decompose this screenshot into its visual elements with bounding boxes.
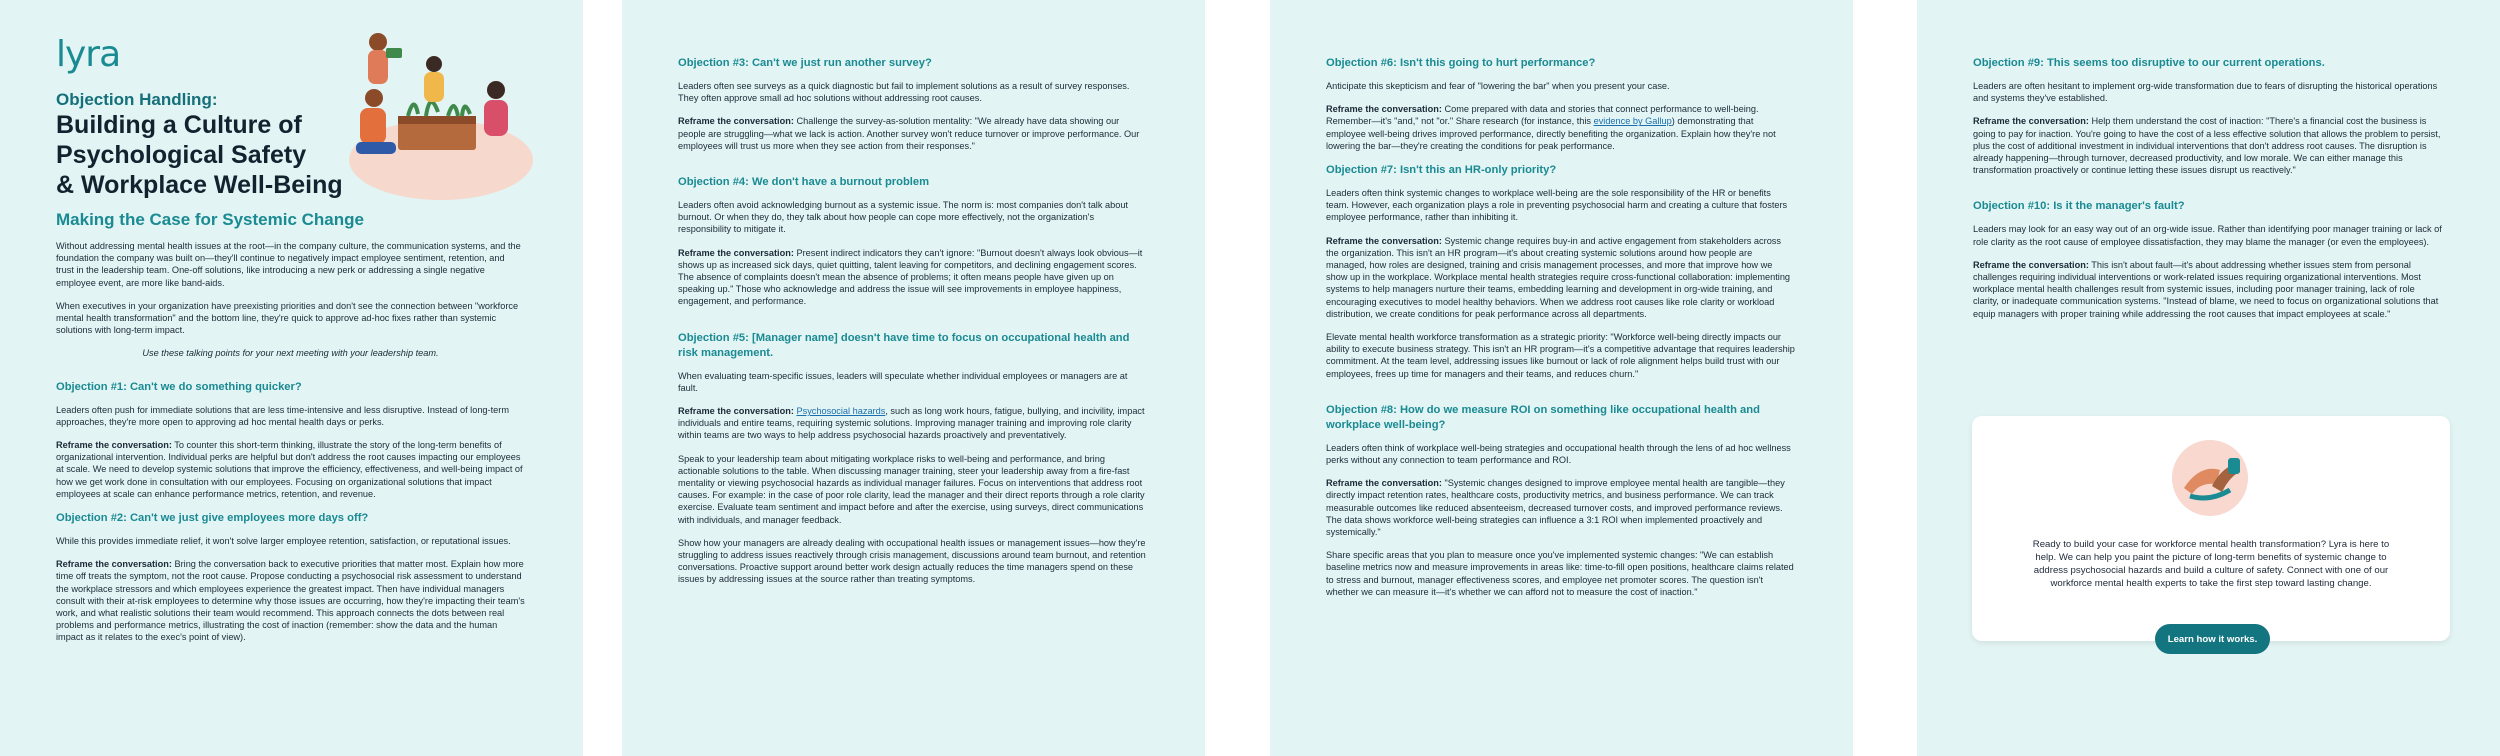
reframe-text: , such as long work hours, fatigue, bullying, and incivility, impact individuals and entire teams, requiring systemic solutions. Improving manager training and improving role clarity within teams are two ways to help address psychosocial hazards proactively and preventatively.: [678, 406, 1145, 441]
page-title: [56, 110, 356, 200]
reframe-label: Reframe the conversation:: [56, 559, 172, 570]
title-kicker: Objection Handling:: [56, 90, 218, 109]
objection-3-reframe: [678, 115, 1147, 152]
objection-1-description: Leaders often push for immediate solutions that are less time-intensive and less disruptive. Instead of long-term approaches, they're more open to approving ad hoc mental health days or perks.: [56, 404, 509, 427]
gardening-illustration: [336, 28, 536, 203]
reframe-label: Reframe the conversation:: [1973, 116, 2089, 127]
reframe-label: Reframe the conversation:: [678, 406, 794, 417]
page-4-body: [1973, 56, 2442, 331]
page-2-body: [678, 56, 1147, 597]
cta-card: [1972, 416, 2450, 645]
lyra-logo: lyra: [56, 34, 121, 75]
reframe-text: Bring the conversation back to executive priorities that matter most. Explain how more time off treats the symptom, not the root cause. Propose conducting a psychosocial risk assessment to understand the workplace stressors and which employees experience the greatest impact. Then have individual managers consult with their at-risk employees to determine why those issues are occurring, how they're impacting their team's work, and what realistic solutions their team would recommend. This approach connects the dots between real problems and performance metrics, illustrating the cost of inaction (remember: show the data and the human impact as it relates to the exec's point of view).: [56, 559, 525, 643]
objection-6-reframe: [1326, 103, 1795, 152]
psychosocial-hazards-link[interactable]: Psychosocial hazards: [796, 406, 886, 417]
title-line: Building a Culture of: [56, 111, 302, 139]
intro-paragraph: Without addressing mental health issues at the root—in the company culture, the communication systems, and the foundation the company was built on—they'll continue to negatively impact employee sentiment, retention, and trust in the leadership team. One-off solutions, like introducing a new perk or addressing a single negative employee event, are more like band-aids.: [56, 241, 521, 288]
objection-7-paragraph: Elevate mental health workforce transformation as a strategic priority: "Workforce well-being directly impacts our ability to execute business strategy. This isn't an HR program—it's a competitive advantage that requires leadership commitment. At the team level, addressing issues like burnout or lack of role alignment helps build trust with our employees, frees up time for managers and their teams, and reduces churn.": [1326, 332, 1795, 379]
objection-6-description: Anticipate this skepticism and fear of "lowering the bar" when you present your case.: [1326, 81, 1670, 91]
reframe-text: Help them understand the cost of inaction: "There's a financial cost the business is going to pay for inaction. You're going to have the cost of a less effective solution that allows the problem to persist, plus the cost of additional investment in individual interventions that don't address root causes. The disruption is already happening—through turnover, decreased productivity, and low morale. We can either manage this transformation proactively or continue letting these issues disrupt us reactively.": [1973, 116, 2441, 176]
page-1-body: [56, 210, 525, 655]
page-2: [622, 0, 1205, 756]
objection-9-title: Objection #9: This seems too disruptive to our current operations.: [1973, 57, 2325, 69]
objection-1-reframe: [56, 439, 525, 500]
title-line: & Workplace Well-Being: [56, 171, 343, 199]
objection-9-reframe: [1973, 115, 2442, 176]
reframe-label: Reframe the conversation:: [678, 247, 794, 258]
reframe-text: This isn't about fault—it's about addressing whether issues stem from personal challenges requiring individual interventions or work-related issues requiring organizational interventions. Most workplace mental health challenges result from systemic issues, including poor manager training, lack of role clarity, or inadequate communication systems. "Instead of blame, we need to focus on organizational solutions that equip managers with proper training while addressing the root causes that impact employees at scale.": [1973, 259, 2439, 319]
page-1: [0, 0, 583, 756]
objection-7-title: Objection #7: Isn't this an HR-only priority?: [1326, 164, 1557, 177]
page-3: [1270, 0, 1853, 756]
reframe-text: "Systemic changes designed to improve employee mental health are tangible—they directly impact retention rates, healthcare costs, productivity metrics, and business performance. We can track measurable outcomes like reduced absenteeism, decreased turnover costs, and improved performance reviews. The data shows workforce well-being strategies can influence a 3:1 ROI when implemented proactively and systemically.": [1326, 478, 1785, 538]
talking-points-note: Use these talking points for your next meeting with your leadership team.: [142, 348, 439, 359]
reframe-text: Present indirect indicators they can't ignore: "Burnout doesn't always look obvious—it shows up as increased sick days, quiet quitting, talent leaving for competitors, and declining engagement scores. The absence of complaints doesn't mean the absence of problems; it often means people have given up on speaking up." Those who acknowledge and address the issue will see improvements in employee happiness, engagement, and performance.: [678, 247, 1143, 307]
objection-6-title: Objection #6: Isn't this going to hurt performance?: [1326, 57, 1596, 69]
objection-1-title: Objection #1: Can't we do something quicker?: [56, 380, 302, 393]
hands-illustration: [2170, 438, 2250, 518]
gallup-evidence-link[interactable]: evidence by Gallup: [1593, 116, 1672, 127]
objection-3-description: Leaders often see surveys as a quick diagnostic but fail to implement solutions as a result of survey responses. They often approve small ad hoc solutions without addressing root causes.: [678, 81, 1130, 104]
objection-10-reframe: [1973, 259, 2442, 320]
objection-10-title: Objection #10: Is it the manager's fault?: [1973, 200, 2185, 213]
objection-2-title: Objection #2: Can't we just give employees more days off?: [56, 512, 369, 525]
objection-5-description: When evaluating team-specific issues, leaders will speculate whether individual employees or managers are at fault.: [678, 370, 1128, 393]
reframe-text: Systemic change requires buy-in and active engagement from stakeholders across the organization. This isn't an HR program—it's about creating systemic solutions around how people are managed, how roles are designed, training and crisis management processes, and more that improve how we show up in the workplace. Workplace mental health strategies require cross-functional collaboration: implementing systems to help managers nurture their teams, embedding learning and development in org-wide training, and encouraging executives to model healthy behaviors. When we address root causes like role clarity or workload distribution, we create conditions for peak performance across all departments.: [1326, 235, 1791, 319]
objection-7-reframe: [1326, 235, 1795, 320]
reframe-text: ) demonstrating that employee well-being drives improved performance, directly benefiting the organization. Explain how they're not lowering the bar—they're creating the conditions for peak performance.: [1326, 116, 1776, 151]
objection-2-reframe: [56, 558, 525, 643]
objection-8-reframe: [1326, 477, 1795, 538]
reframe-label: Reframe the conversation:: [1326, 104, 1442, 115]
objection-10-description: Leaders may look for an easy way out of an org-wide issue. Rather than identifying poor manager training or lack of role clarity as the root cause of employee dissatisfaction, they may blame the manager (or even the employees).: [1973, 224, 2442, 247]
objection-7-description: Leaders often think systemic changes to workplace well-being are the sole responsibility of the HR or benefits team. However, each organization plays a role in preventing psychosocial harm and creating a culture that fosters employee performance, rather than inhibiting it.: [1326, 188, 1788, 223]
objection-5-paragraph: Speak to your leadership team about mitigating workplace risks to well-being and performance, and bring actionable solutions to the table. When discussing manager training, steer your leadership away from a fire-fast mentality or viewing psychosocial hazards as individual manager failures. Focus on interventions that address root causes. For example: in the case of poor role clarity, lead the manager and their direct reports through a role clarity exercise. Evaluate team sentiment and impact before and after the exercise, using surveys, direct communications with individuals, and manager feedback.: [678, 453, 1145, 525]
objection-5-title: Objection #5: [Manager name] doesn't have time to focus on occupational health and risk management.: [678, 331, 1130, 359]
reframe-text: Challenge the survey-as-solution mentality: "We already have data showing our people are struggling—what we lack is action. Another survey won't reduce turnover or improve performance. Our employees will trust us more when they see action from their responses.": [678, 116, 1140, 151]
objection-8-description: Leaders often think of workplace well-being strategies and occupational health through the lens of ad hoc wellness perks without any connection to team performance and ROI.: [1326, 442, 1791, 466]
objection-9-description: Leaders are often hesitant to implement org-wide transformation due to fears of disrupting the historical operations and systems they've established.: [1973, 81, 2438, 104]
section-title: Making the Case for Systemic Change: [56, 210, 364, 229]
objection-2-description: While this provides immediate relief, it won't solve larger employee retention, satisfaction, or reputational issues.: [56, 536, 511, 547]
reframe-label: Reframe the conversation:: [678, 116, 794, 127]
cta-text: Ready to build your case for workforce mental health transformation? Lyra is here to help. We can help you paint the picture of long-term benefits of systemic change to address psychosocial hazards and build a culture of safety. Connect with one of our workforce mental health experts to take the first step toward lasting change.: [2032, 539, 2390, 589]
objection-5-paragraph: Show how your managers are already dealing with occupational health issues or management issues—how they're struggling to address issues reactively through crisis management, discussions around team burnout, and retention conversations. Proactive support around better work design actually reduces the time managers spend on these issues by addressing issues at the source rather than treating symptoms.: [678, 537, 1146, 585]
reframe-text: Come prepared with data and stories that connect performance to well-being. Remember—it's "and," not "or." Share research (for instance, this: [1326, 104, 1759, 127]
reframe-label: Reframe the conversation:: [1326, 235, 1442, 246]
objection-8-paragraph: Share specific areas that you plan to measure once you've implemented systemic changes: "We can establish baseline metrics now and measure improvements in areas like: time-to-fill open positions, healthcare claims related to stress and burnout, manager effectiveness scores, and employee net promoter scores. The question isn't whether we can measure it—it's whether we can afford not to measure the cost of inaction.": [1326, 550, 1794, 597]
objection-3-title: Objection #3: Can't we just run another survey?: [678, 57, 932, 69]
learn-how-it-works-button[interactable]: Learn how it works.: [2155, 624, 2270, 654]
objection-4-description: Leaders often avoid acknowledging burnout as a systemic issue. The norm is: most companies don't talk about burnout. Or when they do, they talk about how people can cope more effectively, not the organization's responsibility to mitigate it.: [678, 200, 1128, 235]
reframe-text: To counter this short-term thinking, illustrate the story of the long-term benefits of organizational intervention. Individual perks are helpful but don't address the root causes impacting our employees at scale. We need to develop systemic solutions that improve the efficiency, effectiveness, and well-being impact of how we get work done in consultation with our employees. Focusing on organizational solutions that impact employees at scale can enhance performance metrics, retention, and revenue.: [56, 440, 523, 499]
reframe-label: Reframe the conversation:: [1973, 259, 2089, 270]
objection-4-title: Objection #4: We don't have a burnout problem: [678, 176, 930, 189]
reframe-label: Reframe the conversation:: [56, 440, 172, 451]
page-3-body: [1326, 56, 1795, 609]
objection-8-title: Objection #8: How do we measure ROI on something like occupational health and workplace well-being?: [1326, 403, 1760, 431]
objection-4-reframe: [678, 247, 1147, 308]
title-line: Psychological Safety: [56, 141, 307, 169]
objection-5-reframe: [678, 405, 1147, 442]
page-4: [1917, 0, 2500, 756]
reframe-label: Reframe the conversation:: [1326, 478, 1442, 489]
intro-paragraph: When executives in your organization have preexisting priorities and don't see the connection between "workforce mental health transformation" and the bottom line, they're quick to approve ad-hoc fixes rather than systemic solutions with long-term impact.: [56, 300, 519, 336]
